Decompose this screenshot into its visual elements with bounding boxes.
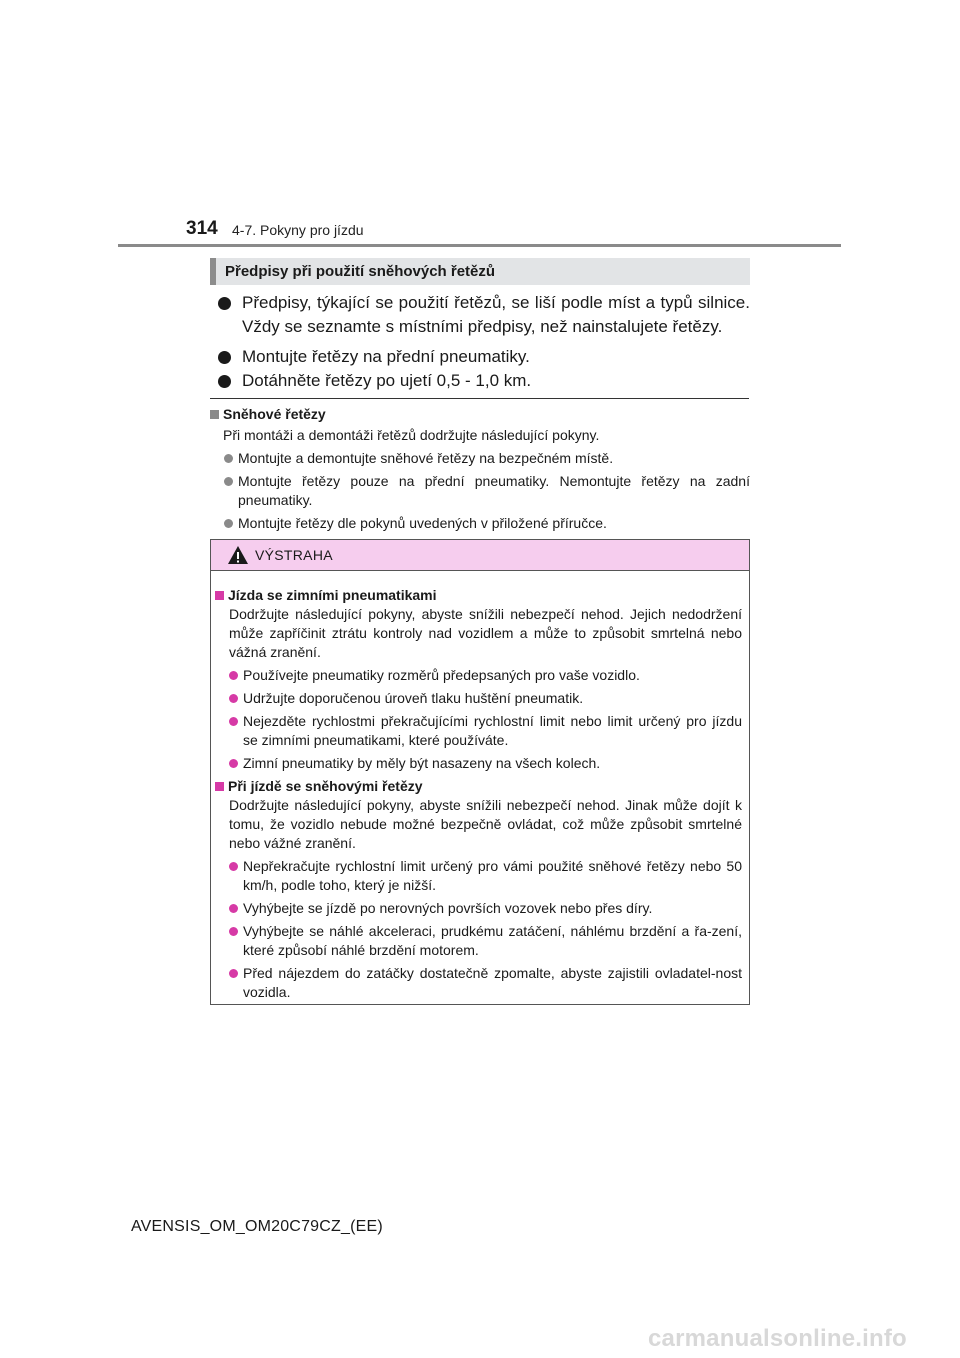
- bullet-icon: [229, 694, 238, 703]
- rules-heading-bar: [210, 258, 750, 285]
- list-item: [215, 857, 742, 895]
- list-item-text: Zimní pneumatiky by měly být nasazeny na všech kolech.: [243, 755, 601, 771]
- section-divider: [210, 398, 749, 399]
- warning-section-snow-chains: [215, 777, 742, 1002]
- list-item: [210, 472, 750, 510]
- list-item-text: Používejte pneumatiky rozměrů předepsaných pro vaše vozidlo.: [243, 667, 640, 683]
- page-number: 314: [186, 218, 218, 239]
- snow-chains-heading-row: [210, 405, 750, 424]
- list-item-text: Nejezděte rychlostmi překračujícími rychlostní limit nebo limit určený pro jízdu se zimními pneumatikami, které používáte.: [243, 713, 742, 748]
- list-item-text: Nepřekračujte rychlostní limit určený pro vámi použité sněhové řetězy nebo 50 km/h, podle toho, který je nižší.: [243, 858, 742, 893]
- bullet-icon: [229, 862, 238, 871]
- snow-chains-intro: Při montáži a demontáži řetězů dodržujte následující pokyny.: [223, 427, 600, 443]
- list-item: [215, 689, 742, 708]
- snow-chains-heading: Sněhové řetězy: [223, 406, 326, 422]
- bullet-icon: [224, 454, 233, 463]
- header-rule: [118, 244, 841, 247]
- rule-text: Předpisy, týkající se použití řetězů, se liší podle míst a typů silnice. Vždy se seznamte s místními předpisy, než nainstalujete řetězy.: [242, 293, 750, 336]
- warning-triangle-icon: [227, 545, 249, 565]
- list-item-text: Udržujte doporučenou úroveň tlaku huštění pneumatik.: [243, 690, 584, 706]
- warning-heading: Jízda se zimními pneumatikami: [228, 587, 437, 603]
- bullet-icon: [218, 375, 231, 388]
- square-marker-icon: [215, 591, 224, 600]
- list-item: [215, 899, 742, 918]
- warning-label: VÝSTRAHA: [255, 547, 333, 563]
- list-item-text: Vyhýbejte se náhlé akceleraci, prudkému zatáčení, náhlému brzdění a řa-zení, které způsobí náhlé brzdění motorem.: [243, 923, 742, 958]
- rule-text: Dotáhněte řetězy po ujetí 0,5 - 1,0 km.: [242, 371, 532, 390]
- warning-list: [215, 857, 742, 1002]
- snow-chains-section: [210, 405, 750, 537]
- snow-chains-list: [210, 449, 750, 533]
- bullet-icon: [224, 477, 233, 486]
- list-item: [215, 712, 742, 750]
- rules-list: [218, 291, 750, 393]
- list-item: [218, 369, 750, 393]
- warning-box: [210, 539, 750, 1005]
- list-item: [215, 666, 742, 685]
- list-item: [215, 964, 742, 1002]
- list-item: [218, 345, 750, 369]
- bullet-icon: [224, 519, 233, 528]
- warning-section-winter-tires: [215, 586, 742, 773]
- list-item-text: Před nájezdem do zatáčky dostatečně zpomalte, abyste zajistili ovladatel-nost vozidla.: [243, 965, 742, 1000]
- bullet-icon: [229, 671, 238, 680]
- bullet-icon: [229, 759, 238, 768]
- square-marker-icon: [210, 410, 219, 419]
- list-item-text: Montujte řetězy dle pokynů uvedených v přiložené příručce.: [238, 515, 607, 531]
- list-item: [210, 514, 750, 533]
- footer-code: AVENSIS_OM_OM20C79CZ_(EE): [131, 1218, 383, 1235]
- square-marker-icon: [215, 782, 224, 791]
- bullet-icon: [218, 297, 231, 310]
- bullet-icon: [229, 969, 238, 978]
- bullet-icon: [229, 927, 238, 936]
- section-title: 4-7. Pokyny pro jízdu: [232, 222, 364, 238]
- rules-heading: Předpisy při použití sněhových řetězů: [225, 263, 496, 280]
- warning-heading-row: [215, 777, 742, 796]
- list-item-text: Montujte řetězy pouze na přední pneumatiky. Nemontujte řetězy na zadní pneumatiky.: [238, 473, 750, 508]
- warning-heading-row: [215, 586, 742, 605]
- warning-body: [211, 571, 749, 1002]
- list-item-text: Vyhýbejte se jízdě po nerovných površích vozovek nebo přes díry.: [243, 900, 653, 916]
- list-item-text: Montujte a demontujte sněhové řetězy na bezpečném místě.: [238, 450, 614, 466]
- watermark: carmanualsonline.info: [648, 1325, 907, 1352]
- list-item: [210, 449, 750, 468]
- warning-text: Dodržujte následující pokyny, abyste snížili nebezpečí nehod. Jejich nedodržení může zapříčinit ztrátu kontroly nad vozidlem a může to způsobit smrtelná nebo vážná zranění.: [229, 606, 742, 660]
- warning-heading: Při jízdě se sněhovými řetězy: [228, 778, 423, 794]
- list-item: [215, 754, 742, 773]
- warning-header: [211, 540, 749, 571]
- warning-list: [215, 666, 742, 773]
- list-item: [218, 291, 750, 339]
- bullet-icon: [229, 717, 238, 726]
- bullet-icon: [229, 904, 238, 913]
- bullet-icon: [218, 351, 231, 364]
- list-item: [215, 922, 742, 960]
- warning-text: Dodržujte následující pokyny, abyste snížili nebezpečí nehod. Jinak může dojít k tomu, že vozidlo nebude možné bezpečně ovládat, což může způsobit smrtelné nebo vážné zranění.: [229, 797, 742, 851]
- rule-text: Montujte řetězy na přední pneumatiky.: [242, 347, 530, 366]
